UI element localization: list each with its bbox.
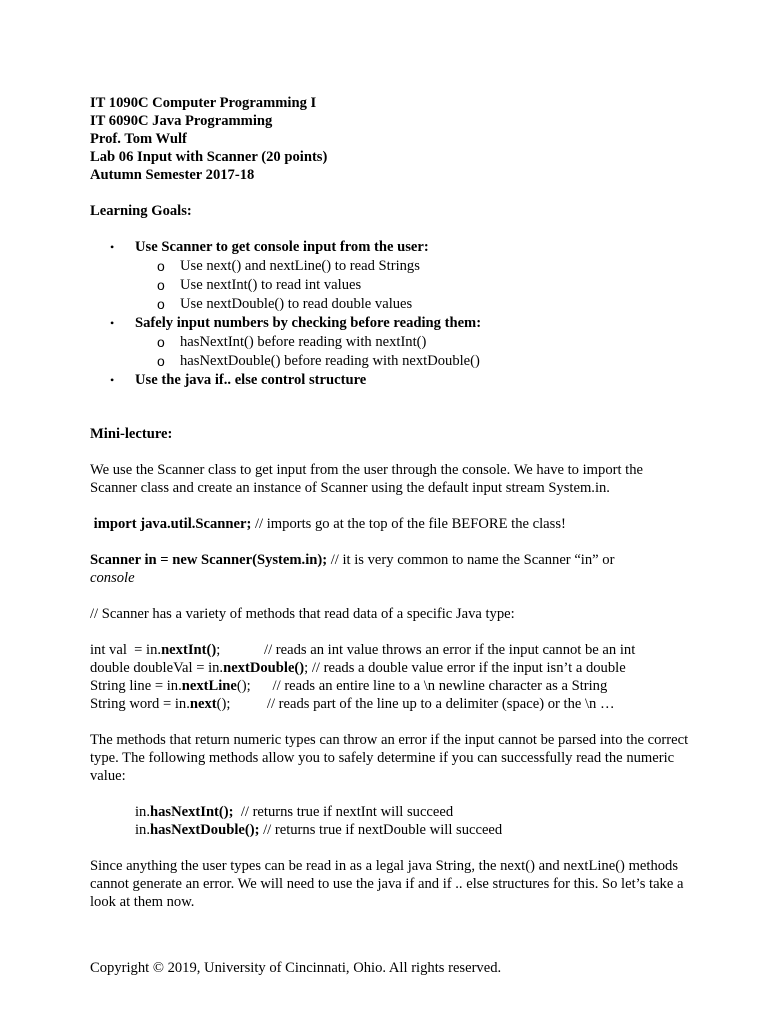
goal-sublist (135, 333, 690, 371)
code-method: hasNextDouble(); (150, 822, 260, 838)
sub-goal-text: Use nextDouble() to read double values (180, 296, 413, 312)
scanner-code: Scanner in = new Scanner(System.in); (90, 552, 328, 568)
import-comment: // imports go at the top of the file BEFORE the class! (251, 516, 566, 532)
sub-goal-item (90, 333, 690, 352)
code-line (90, 641, 690, 659)
sub-goal-text: hasNextDouble() before reading with nextDouble() (180, 353, 480, 369)
course-title-2: IT 6090C Java Programming (90, 113, 273, 129)
code-line (90, 695, 690, 713)
closing-paragraph: Since anything the user types can be read in as a legal java String, the next() and nextLine() methods cannot generate an error. We will need to use the java if and if .. else structures for this. So let’s take a look at them now. (90, 858, 684, 910)
code-prefix: double doubleVal = in. (90, 660, 224, 676)
bullet-icon: • (110, 240, 115, 254)
copyright-footer: Copyright © 2019, University of Cincinnati, Ohio. All rights reserved. (90, 960, 502, 976)
goal-item (90, 314, 690, 371)
goal-sublist (135, 257, 690, 314)
learning-goals-list (90, 238, 690, 390)
variety-comment: // Scanner has a variety of methods that read data of a specific Java type: (90, 606, 515, 622)
sub-goal-text: hasNextInt() before reading with nextInt() (180, 334, 427, 350)
code-method: nextLine (181, 678, 237, 694)
code-line (90, 677, 690, 695)
code-examples (90, 641, 690, 713)
code-method: nextDouble() (223, 660, 305, 676)
goal-item (90, 238, 690, 314)
learning-goals-heading: Learning Goals: (90, 203, 192, 219)
goal-label: Safely input numbers by checking before reading them: (135, 315, 482, 331)
code-method: nextInt() (161, 642, 217, 658)
code-comment: (); // reads part of the line up to a delimiter (space) or the \n … (216, 696, 615, 712)
intro-paragraph: We use the Scanner class to get input from the user through the console. We have to import the Scanner class and create an instance of Scanner using the default input stream System.in. (90, 462, 644, 496)
document-body (90, 94, 690, 911)
import-code: import java.util.Scanner; (93, 516, 252, 532)
circle-bullet-icon: o (157, 277, 165, 293)
semester: Autumn Semester 2017-18 (90, 167, 255, 183)
circle-bullet-icon: o (157, 334, 165, 350)
sub-goal-item (90, 257, 690, 276)
sub-goal-item (90, 276, 690, 295)
code-prefix: String word = in. (90, 696, 190, 712)
course-header (90, 94, 690, 184)
sub-goal-text: Use next() and nextLine() to read Strings (180, 258, 420, 274)
instructor: Prof. Tom Wulf (90, 131, 187, 147)
code-method: hasNextInt(); (150, 804, 234, 820)
lab-title: Lab 06 Input with Scanner (20 points) (90, 149, 328, 165)
code-line (90, 659, 690, 677)
safe-methods (90, 803, 690, 839)
code-line (135, 803, 690, 821)
console-word: console (90, 570, 135, 586)
sub-goal-text: Use nextInt() to read int values (180, 277, 362, 293)
sub-goal-item (90, 295, 690, 314)
circle-bullet-icon: o (157, 296, 165, 312)
code-comment: (); // reads an entire line to a \n newline character as a String (236, 678, 608, 694)
goal-item (90, 371, 690, 390)
mini-lecture-heading: Mini-lecture: (90, 426, 173, 442)
import-statement (90, 515, 690, 533)
code-method: next (189, 696, 217, 712)
code-comment: ; // reads a double value error if the input isn’t a double (304, 660, 626, 676)
goal-label: Use Scanner to get console input from the user: (135, 239, 429, 255)
bullet-icon: • (110, 316, 115, 330)
circle-bullet-icon: o (157, 258, 165, 274)
circle-bullet-icon: o (157, 353, 165, 369)
code-comment: // returns true if nextDouble will succeed (259, 822, 503, 838)
bullet-icon: • (110, 373, 115, 387)
code-line (135, 821, 690, 839)
code-comment: ; // reads an int value throws an error if the input cannot be an int (216, 642, 636, 658)
course-title-1: IT 1090C Computer Programming I (90, 95, 317, 111)
code-prefix: String line = in. (90, 678, 182, 694)
code-prefix: in. (135, 822, 150, 838)
scanner-statement (90, 551, 690, 587)
goal-label: Use the java if.. else control structure (135, 372, 367, 388)
code-prefix: in. (135, 804, 150, 820)
numeric-paragraph: The methods that return numeric types can throw an error if the input cannot be parsed into the correct type. The following methods allow you to safely determine if you can successfully read the numeric value: (90, 732, 689, 784)
scanner-comment: // it is very common to name the Scanner “in” or (327, 552, 615, 568)
code-prefix: int val = in. (90, 642, 162, 658)
sub-goal-item (90, 352, 690, 371)
code-comment: // returns true if nextInt will succeed (233, 804, 454, 820)
